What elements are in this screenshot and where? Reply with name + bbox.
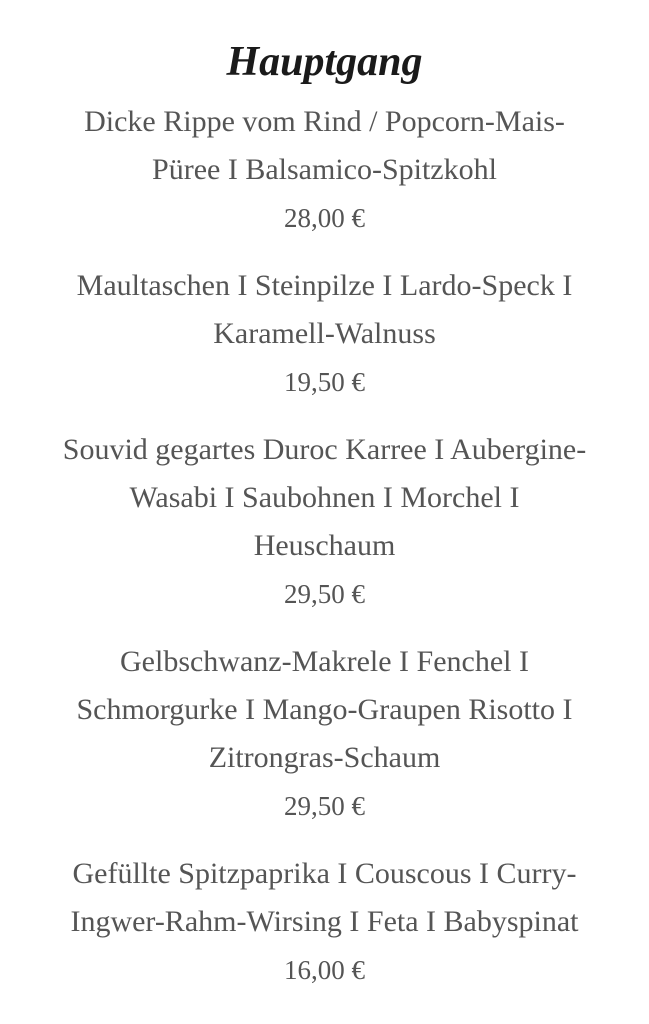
dish-name-line: Zitrongras-Schaum — [208, 741, 441, 774]
dish-name-line: Püree I Balsamico-Spitzkohl — [152, 153, 497, 186]
dish-name-line: Schmorgurke I Mango-Graupen Risotto I — [76, 693, 573, 726]
menu-item — [25, 850, 625, 994]
dish-price: 29,50 € — [284, 791, 365, 821]
section-title: Hauptgang — [226, 39, 423, 85]
menu-item — [25, 638, 625, 830]
dish-name-line: Wasabi I Saubohnen I Morchel I — [129, 481, 520, 514]
dish-price: 19,50 € — [284, 367, 365, 397]
dish-name-line: Heuschaum — [253, 529, 396, 562]
dish-name — [25, 638, 625, 782]
menu-item — [25, 262, 625, 406]
dish-name-line: Maultaschen I Steinpilze I Lardo-Speck I — [76, 269, 573, 302]
dish-price: 28,00 € — [284, 203, 365, 233]
dish-name — [25, 262, 625, 358]
menu-item — [25, 98, 625, 242]
dish-name-line: Karamell-Walnuss — [213, 317, 436, 350]
dish-name — [25, 98, 625, 194]
dish-name — [25, 426, 625, 570]
dish-price: 29,50 € — [284, 579, 365, 609]
dish-name-line: Souvid gegartes Duroc Karree I Aubergine- — [62, 433, 587, 466]
dish-name-line: Ingwer-Rahm-Wirsing I Feta I Babyspinat — [70, 905, 579, 938]
dish-name-line: Gefüllte Spitzpaprika I Couscous I Curry- — [72, 857, 577, 890]
dish-name — [25, 850, 625, 946]
dish-price: 16,00 € — [284, 955, 365, 985]
menu-item — [25, 426, 625, 618]
dish-name-line: Dicke Rippe vom Rind / Popcorn-Mais- — [84, 105, 565, 138]
dish-name-line: Gelbschwanz-Makrele I Fenchel I — [120, 645, 529, 678]
